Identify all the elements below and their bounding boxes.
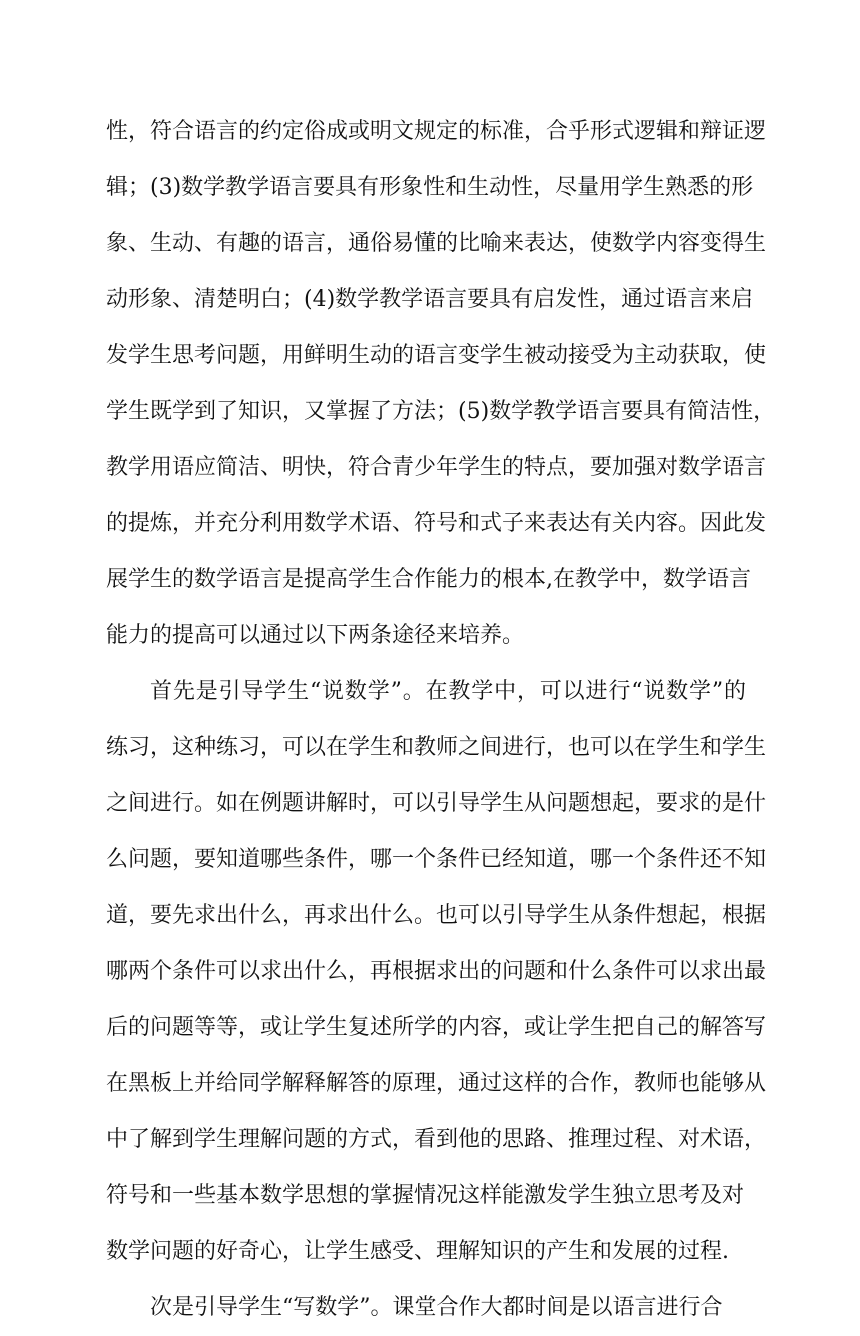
text-line: 次是引导学生“写数学”。课堂合作大都时间是以语言进行合 bbox=[150, 1295, 723, 1320]
text-line: 在黑板上并给同学解释解答的原理，通过这样的合作，教师也能够从 bbox=[106, 1071, 767, 1096]
text-line: 练习，这种练习，可以在学生和教师之间进行，也可以在学生和学生 bbox=[106, 735, 767, 760]
text-line: 中了解到学生理解问题的方式，看到他的思路、推理过程、对术语， bbox=[106, 1127, 767, 1152]
text-line: 后的问题等等，或让学生复述所学的内容，或让学生把自己的解答写 bbox=[106, 1015, 767, 1040]
text-line: 学生既学到了知识，又掌握了方法；(5)数学教学语言要具有简洁性， bbox=[106, 399, 776, 424]
paragraph-3 bbox=[106, 1280, 746, 1336]
text-line: 教学用语应简洁、明快，符合青少年学生的特点，要加强对数学语言 bbox=[106, 455, 767, 480]
text-line: 发学生思考问题，用鲜明生动的语言变学生被动接受为主动获取，使 bbox=[106, 343, 767, 368]
text-line: 展学生的数学语言是提高学生合作能力的根本,在教学中，数学语言 bbox=[106, 567, 751, 592]
text-line: 能力的提高可以通过以下两条途径来培养。 bbox=[106, 623, 525, 648]
text-line: 的提炼，并充分利用数学术语、符号和式子来表达有关内容。因此发 bbox=[106, 511, 767, 536]
text-line: 道，要先求出什么，再求出什么。也可以引导学生从条件想起，根据 bbox=[106, 903, 767, 928]
text-line: 性，符合语言的约定俗成或明文规定的标准，合乎形式逻辑和辩证逻 bbox=[106, 119, 767, 144]
text-line: 动形象、清楚明白；(4)数学教学语言要具有启发性，通过语言来启 bbox=[106, 287, 754, 312]
text-line: 象、生动、有趣的语言，通俗易懂的比喻来表达，使数学内容变得生 bbox=[106, 231, 767, 256]
text-line: 符号和一些基本数学思想的掌握情况这样能激发学生独立思考及对 bbox=[106, 1183, 745, 1208]
text-line: 辑；(3)数学教学语言要具有形象性和生动性，尽量用学生熟悉的形 bbox=[106, 175, 754, 200]
body-text bbox=[106, 104, 776, 1336]
text-line: 哪两个条件可以求出什么，再根据求出的问题和什么条件可以求出最 bbox=[106, 959, 767, 984]
text-line: 数学问题的好奇心，让学生感受、理解知识的产生和发展的过程. bbox=[106, 1239, 729, 1264]
text-line: 首先是引导学生“说数学”。在教学中，可以进行“说数学”的 bbox=[150, 679, 746, 704]
text-line: 之间进行。如在例题讲解时，可以引导学生从问题想起，要求的是什 bbox=[106, 791, 767, 816]
text-line: 么问题，要知道哪些条件，哪一个条件已经知道，哪一个条件还不知 bbox=[106, 847, 767, 872]
paragraph-2 bbox=[106, 664, 767, 1280]
paragraph-1 bbox=[106, 104, 776, 664]
